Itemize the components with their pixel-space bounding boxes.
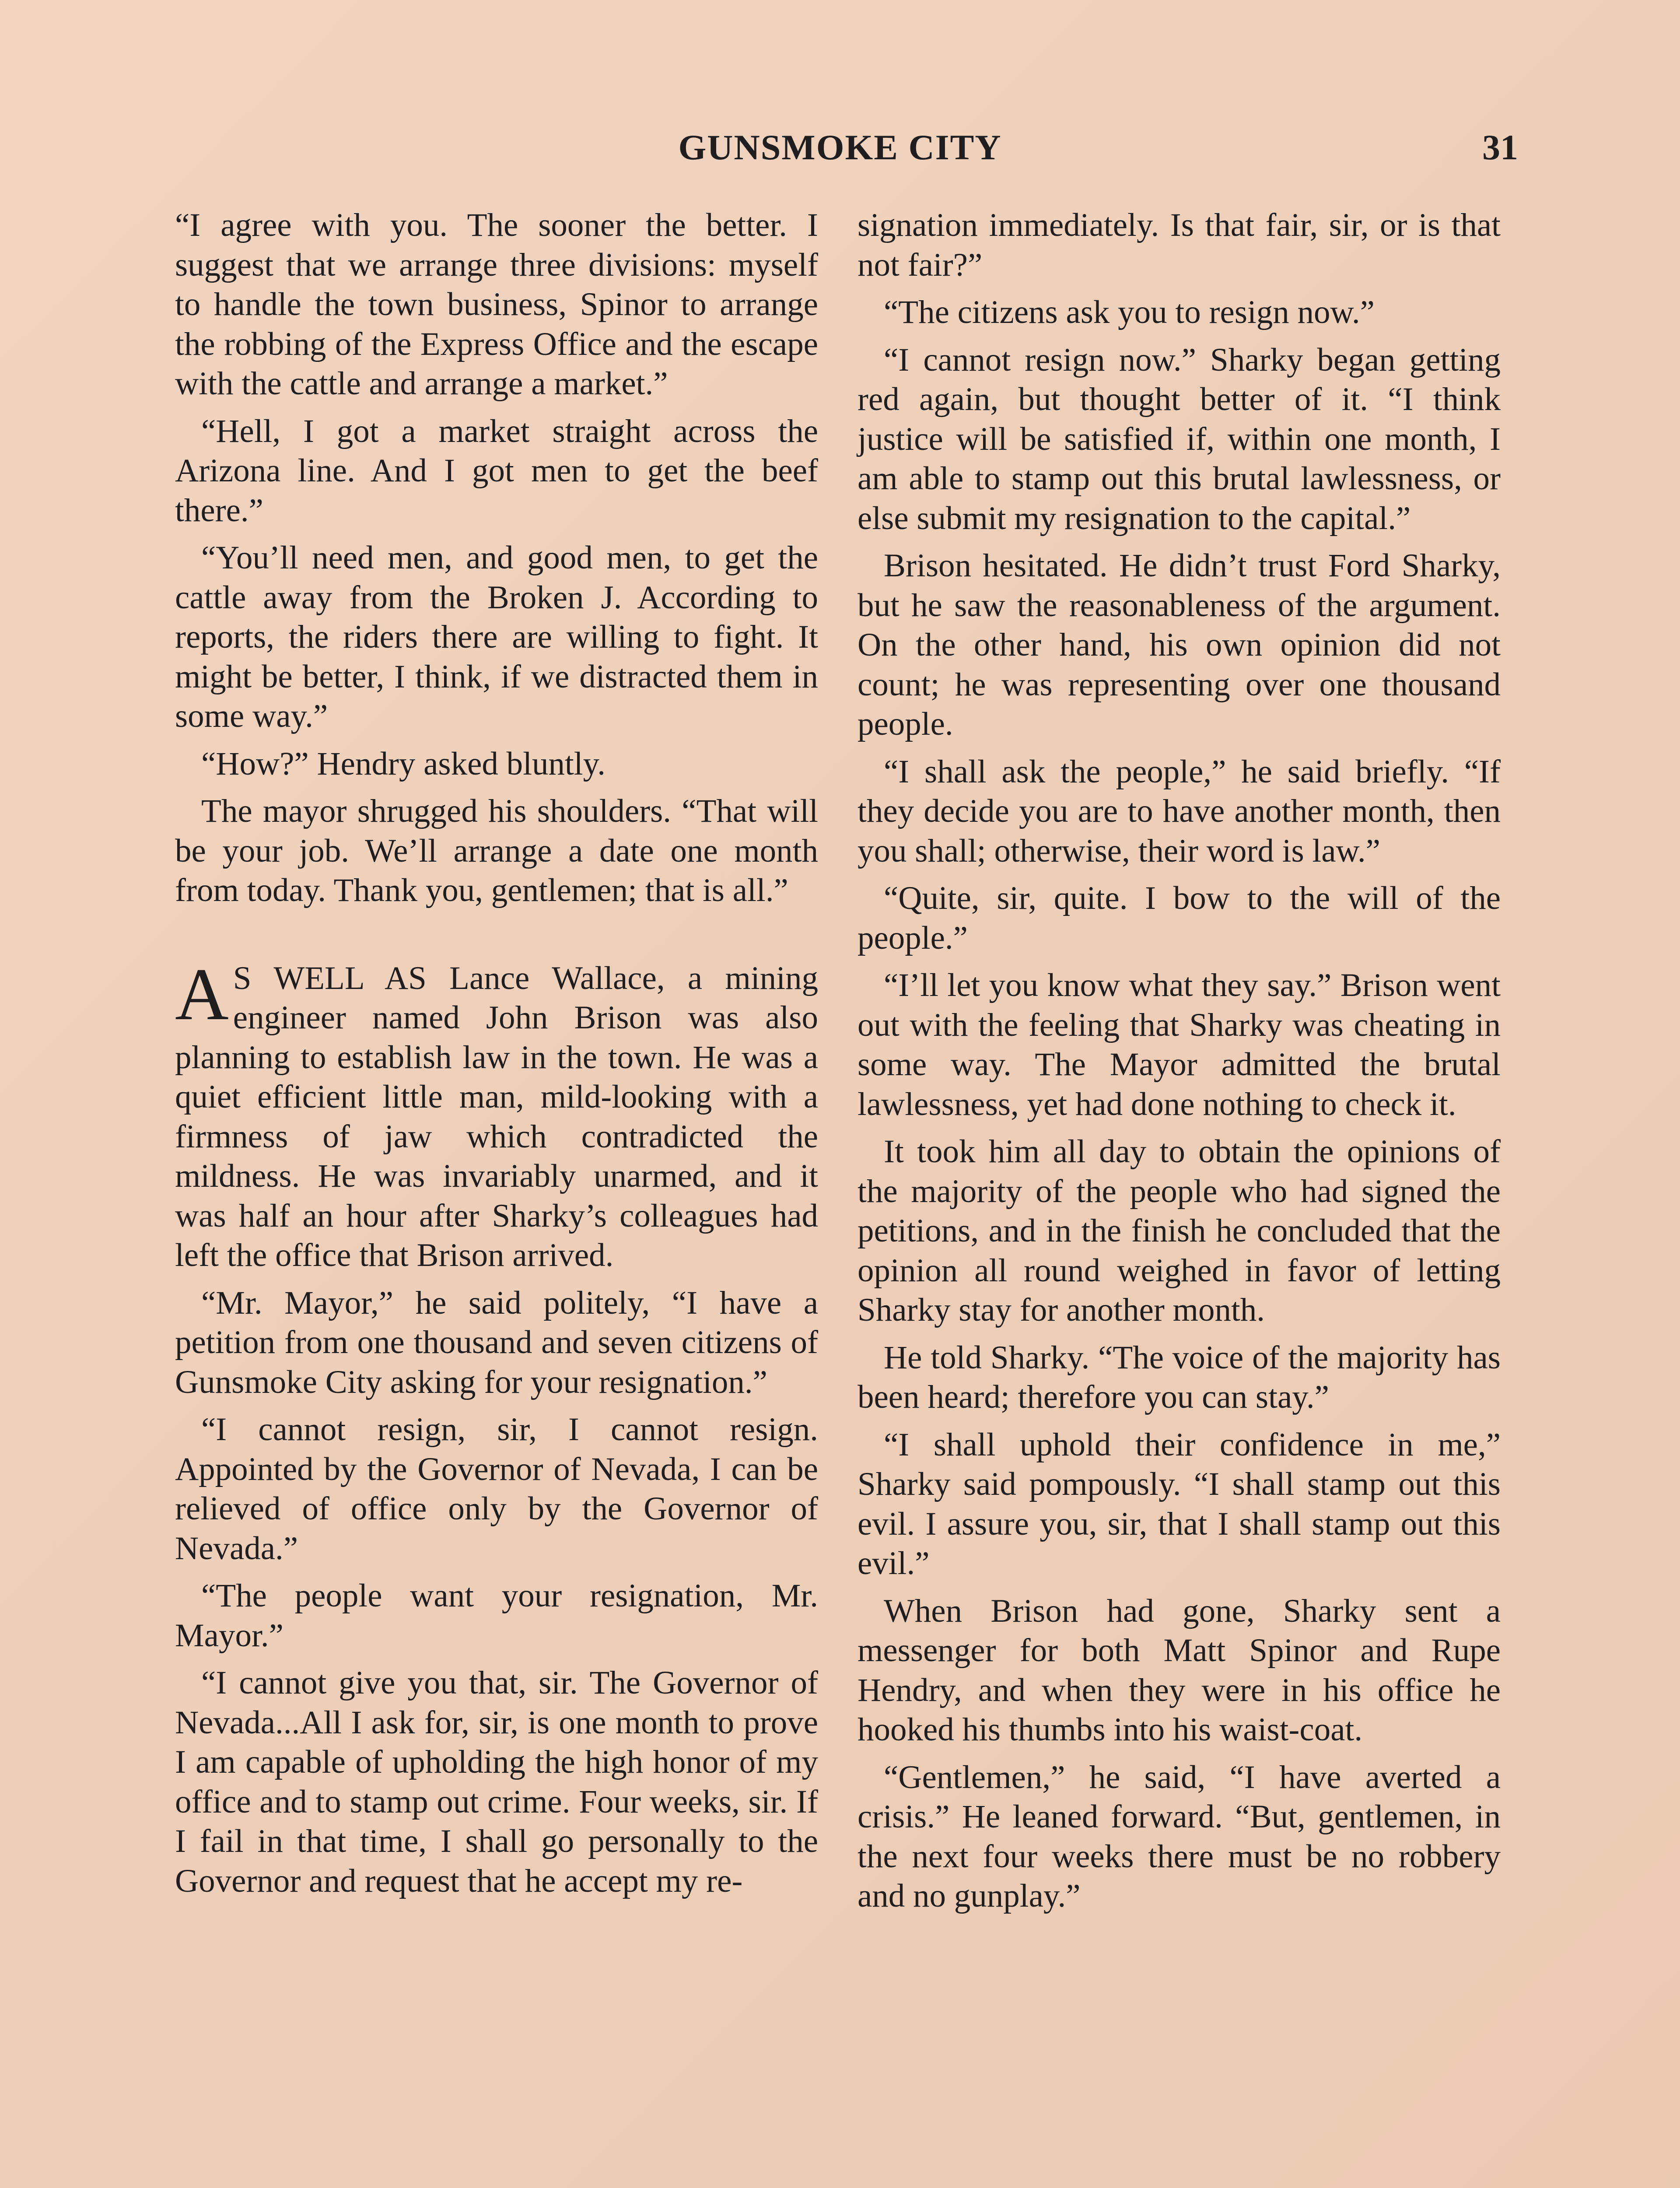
paragraph: “The people want your resignation, Mr. Mayor.” [175, 1578, 818, 1654]
paragraph: The mayor shrugged his shoulders. “That will be your job. We’ll arrange a date one month from today. Thank you, gentlemen; that is all.” [175, 793, 818, 908]
running-header [175, 127, 1518, 175]
paragraph: “I cannot give you that, sir. The Governor of Nevada...All I ask for, sir, is one month to prove I am capable of upholding the high honor of my office and to stamp out crime. Four weeks, sir. If I fail in that time, I shall go personally to the Governor and request that he accept my re- [175, 1665, 818, 1899]
drop-cap: A [175, 953, 229, 1035]
paragraph: “I shall uphold their confidence in me,” Sharky said pompously. “I shall stamp out this evil. I assure you, sir, that I shall stamp out this evil.” [858, 1426, 1501, 1581]
left-column [175, 206, 818, 1909]
paragraph: “I cannot resign, sir, I cannot resign. Appointed by the Governor of Nevada, I can be relieved of office only by the Governor of Nevada.” [175, 1411, 818, 1567]
paragraph: “Mr. Mayor,” he said politely, “I have a petition from one thousand and seven citizens of Gunsmoke City asking for your resignation.” [175, 1284, 818, 1400]
page-number: 31 [1482, 127, 1518, 167]
right-column [858, 206, 1501, 1924]
paragraph: He told Sharky. “The voice of the majority has been heard; therefore you can stay.” [858, 1339, 1501, 1415]
paragraph: “I’ll let you know what they say.” Brison went out with the feeling that Sharky was cheating in some way. The Mayor admitted the brutal lawlessness, yet had done nothing to check it. [858, 967, 1501, 1122]
paragraph: “The citizens ask you to resign now.” [884, 294, 1375, 330]
paragraph: It took him all day to obtain the opinions of the majority of the people who had signed the petitions, and in the finish he concluded that the opinion all round weighed in favor of letting Sharky stay for another month. [858, 1133, 1501, 1328]
paragraph: “I shall ask the people,” he said briefly. “If they decide you are to have another month, then you shall; otherwise, their word is law.” [858, 753, 1501, 869]
paragraph: Brison hesitated. He didn’t trust Ford Sharky, but he saw the reasonableness of the argument. On the other hand, his own opinion did not count; he was representing over one thousand people. [858, 547, 1501, 742]
section-opening-text: S WELL AS Lance Wallace, a mining engineer named John Brison was also planning to establish law in the town. He was a quiet efficient little man, mild-looking with a firmness of jaw which contradicted the mildness. He was invariably unarmed, and it was half an hour after Sharky’s colleagues had left the office that Brison arrived. [175, 960, 818, 1273]
paragraph: “Quite, sir, quite. I bow to the will of the people.” [858, 880, 1501, 956]
paragraph: “Hell, I got a market straight across the Arizona line. And I got men to get the beef there.” [175, 413, 818, 529]
paragraph: “Gentlemen,” he said, “I have averted a crisis.” He leaned forward. “But, gentlemen, in the next four weeks there must be no robbery and no gunplay.” [858, 1759, 1501, 1914]
paragraph: “You’ll need men, and good men, to get the cattle away from the Broken J. According to reports, the riders there are willing to fight. It might be better, I think, if we distracted them in some way.” [175, 540, 818, 734]
section-opening-paragraph [175, 953, 818, 1276]
paragraph: “How?” Hendry asked bluntly. [201, 745, 606, 782]
paragraph: signation immediately. Is that fair, sir, or is that not fair?” [858, 207, 1501, 283]
paragraph: When Brison had gone, Sharky sent a messenger for both Matt Spinor and Rupe Hendry, and when they were in his office he hooked his thumbs into his waist-coat. [858, 1592, 1501, 1748]
paragraph: “I cannot resign now.” Sharky began getting red again, but thought better of it. “I think justice will be satisfied if, within one month, I am able to stamp out this brutal lawlessness, or else submit my resignation to the capital.” [858, 341, 1501, 536]
paragraph: “I agree with you. The sooner the better. I suggest that we arrange three divisions: myself to handle the town business, Spinor to arrange the robbing of the Express Office and the escape with the cattle and arrange a market.” [175, 207, 818, 402]
page-title: GUNSMOKE CITY [678, 127, 1002, 167]
